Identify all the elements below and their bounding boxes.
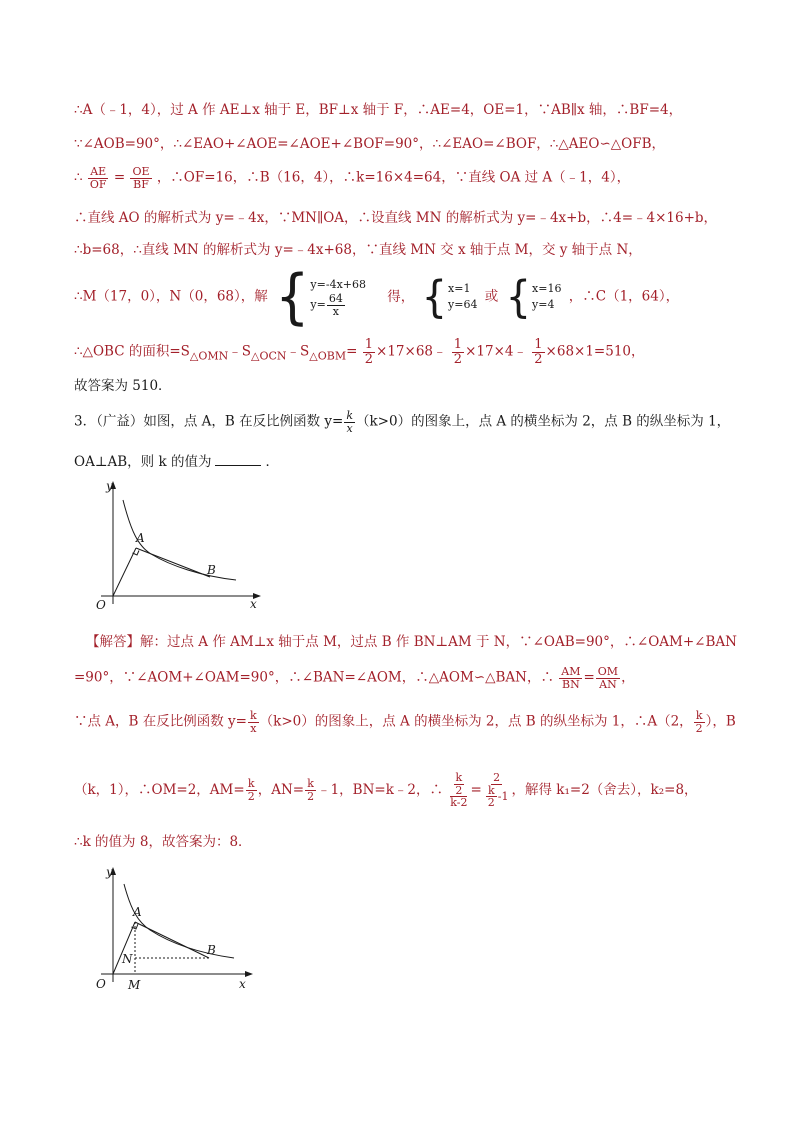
label-y: y	[106, 479, 113, 493]
denominator: x	[250, 721, 257, 735]
denominator: k-2	[450, 796, 468, 810]
text: 解：过点 A 作 AM⊥x 轴于点 M，过点 B 作 BN⊥AM 于 N，∵∠OAB=90°，∴∠OAM+∠BAN	[140, 634, 737, 650]
solution-line-4: ∴直线 AO 的解析式为 y=﹣4x，∵MN∥OA，∴设直线 MN 的解析式为 y=﹣4x+b，∴4=﹣4×16+b，	[74, 210, 718, 226]
segment-oa	[113, 922, 135, 974]
numerator: k	[487, 783, 495, 797]
equation: x=1	[448, 282, 471, 295]
denominator: x	[332, 304, 339, 318]
numerator: 1	[534, 337, 543, 352]
fraction-half	[452, 338, 464, 366]
solution-3-line-3	[74, 710, 736, 734]
text: ，解得 k₁=2（舍去），k₂=8，	[511, 782, 698, 798]
numerator: k	[346, 409, 353, 422]
figure-question-3	[86, 476, 266, 616]
text: -1	[497, 789, 509, 803]
solution-3-line-4	[74, 770, 698, 810]
text: （k>0）的图象上，点 A 的横坐标为 2，点 B 的纵坐标为 1，	[356, 413, 731, 430]
system-rows	[532, 281, 561, 313]
system-rows	[448, 281, 477, 313]
solution-system-1	[421, 271, 478, 323]
brace-icon: {	[421, 271, 448, 323]
fraction-k-2	[246, 778, 257, 802]
text: =	[470, 782, 482, 798]
text: ×68×1=510，	[545, 343, 645, 360]
numerator: k	[307, 777, 314, 791]
denominator: BN	[562, 677, 580, 691]
numerator: 1	[364, 337, 374, 352]
text: ，∴OF=16，∴B（16，4），∴k=16×4=64，∵直线 OA 过 A（﹣1，4），	[156, 169, 631, 186]
label-o: O	[96, 977, 106, 991]
text: ∴	[74, 169, 83, 186]
text: =	[583, 669, 595, 686]
label-m: M	[128, 978, 141, 992]
text: ∴M（17，0），N（0，68），解	[74, 288, 268, 305]
denominator: 2	[455, 783, 463, 797]
label-o: O	[96, 598, 106, 612]
answer-line: 故答案为 510．	[74, 378, 172, 394]
system-rows	[310, 277, 366, 317]
label-x: x	[239, 977, 246, 991]
denominator: x	[346, 421, 353, 435]
numerator: 2	[493, 771, 501, 785]
denominator: 2	[695, 721, 703, 735]
subscript: △OMN	[189, 349, 229, 363]
numerator	[450, 772, 467, 797]
fraction-am-bn	[559, 666, 582, 690]
solution-3-line-1	[74, 632, 737, 652]
segment-oa	[113, 548, 136, 596]
equation: x=16	[532, 282, 562, 295]
label-a: A	[133, 905, 142, 919]
denominator: 2	[453, 351, 463, 367]
text: ，	[621, 669, 635, 686]
equation: y=64	[448, 298, 478, 311]
denominator: 2	[247, 790, 255, 803]
solution-line-6	[74, 261, 680, 332]
fraction-half	[363, 338, 375, 366]
equation: y=-4x+68	[310, 277, 366, 291]
text: 得，	[387, 288, 415, 305]
question-3-line-1	[74, 410, 730, 434]
numerator: k	[249, 709, 257, 722]
denominator: BF	[133, 177, 149, 191]
brace-icon: {	[275, 261, 310, 332]
label-b: B	[207, 563, 216, 577]
numerator: k	[695, 709, 703, 722]
text: ×17×68﹣	[376, 343, 447, 360]
text: =	[346, 343, 358, 360]
fraction	[327, 293, 345, 317]
subscript: △OBM	[309, 349, 347, 363]
solution-line-5: ∴b=68，∴直线 MN 的解析式为 y=﹣4x+68，∵直线 MN 交 x 轴于点 M，交 y 轴于点 N，	[74, 242, 642, 258]
denominator: 2	[307, 790, 315, 803]
fraction-k-x	[344, 410, 355, 434]
fraction-k-2	[305, 778, 316, 802]
equation-system	[275, 261, 366, 332]
fraction-k-2	[453, 772, 464, 796]
segment-ab	[135, 922, 209, 958]
numerator: k	[247, 777, 255, 791]
equation: y=4	[532, 298, 555, 311]
label-x: x	[250, 597, 257, 611]
text: ×17×4﹣	[465, 343, 527, 360]
text: ∵点 A，B 在反比例函数 y=	[74, 713, 247, 730]
brace-icon: {	[505, 271, 532, 323]
text: （k，1），∴OM=2，AM=	[74, 782, 245, 798]
fraction-k-2	[694, 710, 705, 734]
label-n: N	[122, 952, 133, 966]
solution-line-2: ∵∠AOB=90°，∴∠EAO+∠AOE=∠AOE+∠BOF=90°，∴∠EAO=∠BOF，∴△AEO∽△OFB，	[74, 136, 666, 152]
text: y=	[310, 298, 326, 311]
compound-fraction-right	[483, 772, 511, 809]
equation	[310, 293, 366, 317]
fraction-half	[532, 338, 544, 366]
answer-tag: 【解答】	[86, 634, 140, 650]
fraction-k-x	[248, 710, 259, 734]
hyperbola-curve	[124, 884, 234, 958]
figure-solution-3	[86, 862, 266, 1002]
text: ﹣S	[286, 343, 310, 360]
denominator: 2	[487, 796, 495, 810]
numerator: k	[455, 771, 463, 785]
text: ﹣1，BN=k﹣2，∴	[317, 782, 443, 798]
compound-fraction-left	[448, 772, 469, 809]
text: ．	[265, 454, 279, 470]
x-axis-arrow-icon	[245, 971, 253, 977]
fraction-om-an	[596, 666, 620, 690]
solution-system-2	[505, 271, 562, 323]
denominator: 2	[364, 351, 374, 367]
answer-blank	[215, 453, 261, 466]
text: 或	[484, 288, 499, 305]
text: ，AN=	[257, 782, 305, 798]
text: OA⊥AB，则 k 的值为	[74, 454, 212, 470]
solution-line-3	[74, 166, 630, 190]
label-y: y	[106, 865, 113, 879]
numerator: OE	[132, 165, 150, 178]
denominator	[483, 785, 511, 809]
text: =	[113, 169, 126, 186]
numerator: AE	[90, 165, 107, 178]
fraction-oe-bf	[130, 166, 151, 190]
numerator: AM	[561, 665, 581, 678]
label-a: A	[136, 531, 145, 545]
text: ∴△OBC 的面积=S	[74, 343, 190, 360]
text: ），B	[705, 713, 736, 730]
text: 3．（广益）如图，点 A，B 在反比例函数 y=	[74, 413, 344, 430]
text: =90°，∵∠AOM+∠OAM=90°，∴∠BAN=∠AOM，∴△AOM∽△BAN，∴	[74, 669, 554, 686]
denominator: AN	[599, 677, 617, 691]
label-b: B	[207, 943, 216, 957]
numerator: 1	[453, 337, 463, 352]
denominator: OF	[89, 177, 107, 191]
text: ，∴C（1，64），	[568, 288, 680, 305]
segment-ab	[136, 548, 210, 577]
numerator: 64	[328, 291, 343, 305]
question-3-line-2	[74, 452, 279, 472]
subscript: △OCN	[251, 349, 287, 363]
fraction-k-2	[486, 785, 497, 809]
denominator: 2	[534, 351, 543, 367]
solution-line-7	[74, 338, 645, 366]
solution-3-line-2	[74, 666, 635, 690]
text: （k>0）的图象上，点 A 的横坐标为 2，点 B 的纵坐标为 1，∴A（2，	[259, 713, 693, 730]
solution-line-1: ∴A（﹣1，4），过 A 作 AE⊥x 轴于 E，BF⊥x 轴于 F，∴AE=4，OE=1，∵AB∥x 轴，∴BF=4，	[74, 102, 683, 118]
fraction-ae-of	[88, 166, 109, 190]
text: ﹣S	[228, 343, 252, 360]
numerator: OM	[597, 665, 619, 678]
solution-3-line-5: ∴k 的值为 8，故答案为：8．	[74, 834, 252, 850]
